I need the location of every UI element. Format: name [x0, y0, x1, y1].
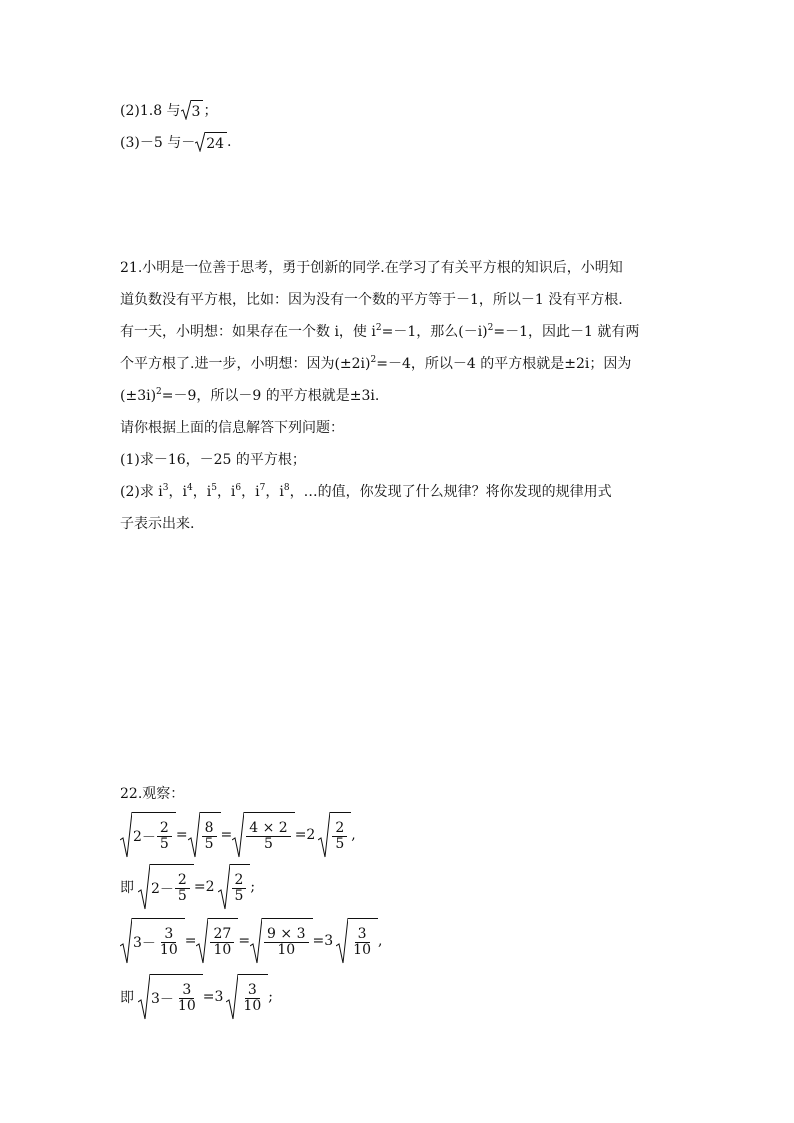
q20-item3-radicand: 24 — [206, 135, 225, 152]
q20-item3 — [120, 132, 231, 152]
sqrt — [218, 864, 251, 910]
fraction: $\frac{2}{5}$ — [332, 821, 347, 852]
q20-item2-prefix: (2)1.8 与 — [120, 103, 181, 119]
fraction: $\frac{3}{10}$ — [159, 926, 178, 958]
fraction: $\frac{2}{5}$ — [232, 873, 247, 904]
q20-item3-prefix: (3)－5 与－ — [120, 135, 196, 151]
fraction: $\frac{3}{10}$ — [243, 982, 262, 1014]
sqrt: 3 － $\frac{3}{10}$ — [138, 974, 203, 1020]
sqrt: 3 － $\frac{3}{10}$ — [120, 918, 185, 964]
q21-line5: $(\pm 3i)^2=-9$，所以－9 的平方根就是±3i. — [120, 387, 380, 404]
sqrt — [250, 918, 312, 964]
q21-line1: 21.小明是一位善于思考，勇于创新的同学.在学习了有关平方根的知识后，小明知 — [120, 260, 623, 276]
q21-line3: 有一天，小明想：如果存在一个数 i，使 $i^2=-1$，那么$(-i)^2=-1$，因此－1 就有两 — [120, 323, 640, 340]
q22-title: 22.观察： — [120, 786, 185, 802]
fraction: $\frac{27}{10}$ — [210, 927, 234, 958]
fraction: $\frac{2}{5}$ — [157, 821, 172, 852]
sqrt — [318, 812, 351, 858]
q21-part2: (2)求 $i^3$，$i^4$，$i^5$，$i^6$，$i^7$，$i^8$，…的值，你发现了什么规律？将你发现的规律用式 — [120, 483, 612, 500]
sqrt — [196, 918, 238, 964]
sqrt — [336, 918, 378, 964]
fraction: $\frac{9 \times 3}{10}$ — [264, 927, 308, 958]
fraction: $\frac{2}{5}$ — [175, 873, 190, 904]
q21-part1: (1)求－16，－25 的平方根； — [120, 452, 306, 468]
q22-equation-1: 2 － $\frac{2}{5}$ = $\frac{8}{5}$ = $\frac{4 \times 2}{5}$ = 2 $\frac{2}{5}$ , — [120, 810, 356, 860]
sqrt — [226, 974, 268, 1020]
q20-item2-suffix: ； — [203, 103, 218, 119]
sqrt — [188, 812, 221, 858]
q21-line2: 道负数没有平方根，比如：因为没有一个数的平方等于－1，所以－1 没有平方根. — [120, 292, 623, 308]
q20-item2-radicand: 3 — [191, 103, 201, 120]
q20-item3-suffix: . — [227, 134, 232, 150]
sqrt — [195, 132, 227, 152]
fraction: $\frac{8}{5}$ — [202, 821, 217, 852]
q22-equation-2: 即 2 － $\frac{2}{5}$ = 2 $\frac{2}{5}$ ; — [120, 862, 255, 912]
q21-part2-cont: 子表示出来. — [120, 516, 195, 532]
q22-equation-3: 3 － $\frac{3}{10}$ = $\frac{27}{10}$ = $\frac{9 \times 3}{10}$ = 3 $\frac{3}{10}$ , — [120, 916, 382, 966]
sqrt — [232, 812, 294, 858]
fraction: $\frac{4 \times 2}{5}$ — [246, 821, 290, 852]
fraction: $\frac{3}{10}$ — [177, 982, 196, 1014]
q22-equation-4: 即 3 － $\frac{3}{10}$ = 3 $\frac{3}{10}$ ; — [120, 972, 273, 1022]
sqrt: 2 － $\frac{2}{5}$ — [138, 864, 194, 910]
sqrt: 2 － $\frac{2}{5}$ — [120, 812, 176, 858]
q20-item2 — [120, 100, 217, 120]
q21-prompt: 请你根据上面的信息解答下列问题： — [120, 420, 344, 436]
fraction: $\frac{3}{10}$ — [353, 926, 371, 958]
sqrt — [181, 100, 204, 120]
q21-line4: 个平方根了.进一步，小明想：因为$(\pm 2i)^2=-4$，所以－4 的平方根就是±2i；因为 — [120, 355, 632, 372]
